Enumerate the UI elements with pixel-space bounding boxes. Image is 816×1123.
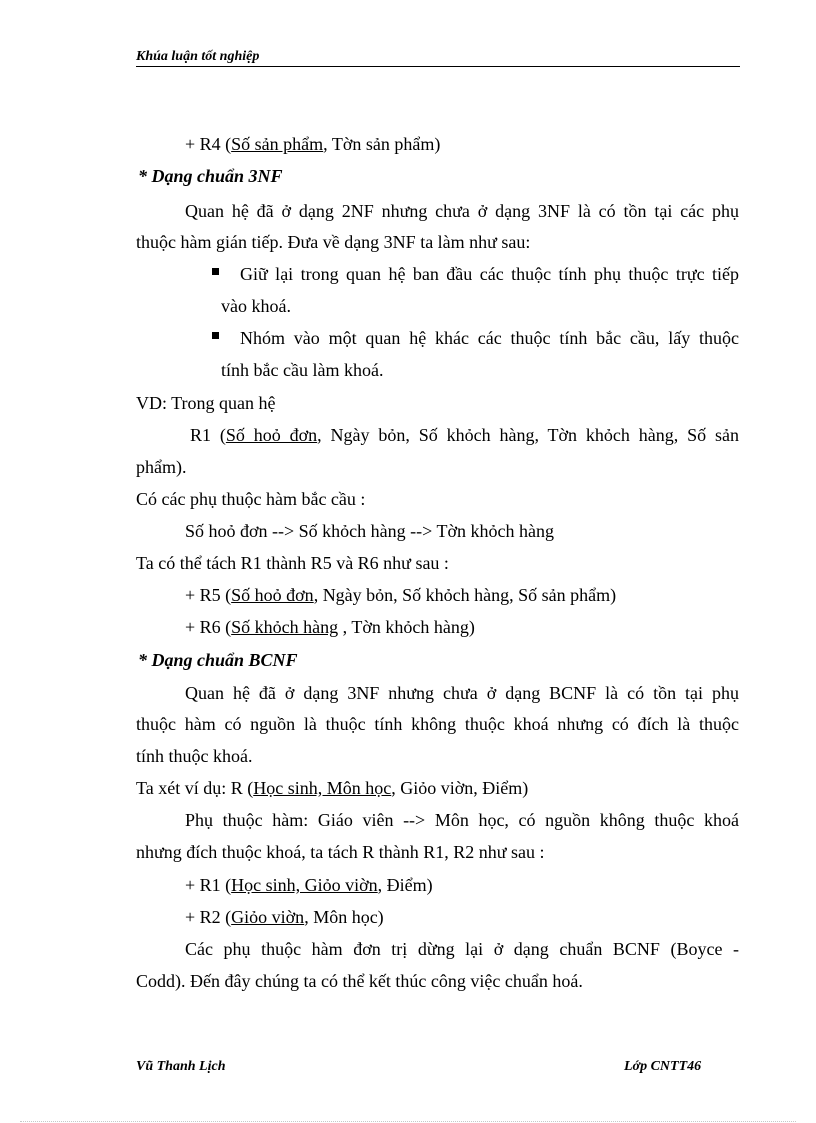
final-line-1: Các phụ thuộc hàm đơn trị dừng lại ở dạng chuẩn BCNF (Boyce - (185, 939, 739, 959)
r6-rest: , Tờn khỏch hàng) (338, 617, 475, 637)
r1-key: Số hoỏ đơn (225, 425, 318, 445)
bullet-1-line-2: vào khoá. (221, 296, 291, 316)
example-rest: , Giỏo viờn, Điểm) (391, 778, 529, 798)
paragraph-3nf-line-1: Quan hệ đã ở dạng 2NF nhưng chưa ở dạng 3NF là có tồn tại các phụ (185, 201, 739, 221)
relation-r1-bcnf (185, 874, 433, 896)
example-key: Học sinh, Môn học (253, 778, 392, 798)
r5-rest: , Ngày bỏn, Số khỏch hàng, Số sản phẩm) (313, 585, 617, 605)
paragraph-bcnf-line-3: tính thuộc khoá. (136, 746, 253, 766)
fd-line-2: nhưng đích thuộc khoá, ta tách R thành R1, R2 như sau : (136, 842, 545, 862)
r4-key: Số sản phẩm (231, 134, 324, 154)
r2-rest: , Môn học) (304, 907, 384, 927)
bullet-square-icon (212, 332, 219, 339)
page-header: Khúa luận tốt nghiệp (136, 49, 740, 67)
example-prefix: Ta xét ví dụ: R ( (136, 778, 254, 798)
r2-key: Giỏo viờn (231, 907, 305, 927)
fd-line-1: Phụ thuộc hàm: Giáo viên --> Môn học, có nguồn không thuộc khoá (185, 810, 739, 830)
bullet-1-line-1: Giữ lại trong quan hệ ban đầu các thuộc tính phụ thuộc trực tiếp (240, 264, 739, 284)
paragraph-3nf-line-2: thuộc hàm gián tiếp. Đưa về dạng 3NF ta làm như sau: (136, 232, 531, 252)
paragraph-bcnf-line-1: Quan hệ đã ở dạng 3NF nhưng chưa ở dạng BCNF là có tồn tại phụ (185, 683, 739, 703)
heading-bcnf: * Dạng chuẩn BCNF (138, 650, 298, 670)
footer-author: Vũ Thanh Lịch (136, 1059, 226, 1074)
example-intro: VD: Trong quan hệ (136, 393, 276, 413)
final-line-2: Codd). Đến đây chúng ta có thể kết thúc công việc chuẩn hoá. (136, 971, 583, 991)
r1b-key: Học sinh, Giỏo viờn (231, 875, 378, 895)
relation-r6 (185, 616, 475, 638)
transitive-intro: Có các phụ thuộc hàm bắc cầu : (136, 489, 366, 509)
r6-key: Số khỏch hàng (231, 617, 339, 637)
r1b-rest: , Điểm) (377, 875, 433, 895)
split-intro: Ta có thể tách R1 thành R5 và R6 như sau : (136, 553, 449, 573)
r5-key: Số hoỏ đơn (231, 585, 314, 605)
r4-prefix: + R4 ( (185, 134, 232, 154)
relation-r2 (185, 906, 384, 928)
footer-class: Lớp CNTT46 (624, 1059, 702, 1074)
r1b-prefix: + R1 ( (185, 875, 232, 895)
r5-prefix: + R5 ( (185, 585, 232, 605)
bullet-2-line-1: Nhóm vào một quan hệ khác các thuộc tính bắc cầu, lấy thuộc (240, 328, 739, 348)
bullet-2-line-2: tính bắc cầu làm khoá. (221, 360, 384, 380)
relation-r5 (185, 584, 616, 606)
relation-r4 (185, 133, 440, 155)
heading-3nf: * Dạng chuẩn 3NF (138, 166, 283, 186)
r6-prefix: + R6 ( (185, 617, 232, 637)
relation-r1-line-2: phẩm). (136, 457, 187, 477)
example-relation-r (136, 777, 528, 799)
page-bottom-divider (20, 1121, 796, 1122)
r4-rest: , Tờn sản phẩm) (323, 134, 441, 154)
relation-r1-line-1 (190, 424, 739, 446)
bullet-square-icon (212, 268, 219, 275)
transitive-chain: Số hoỏ đơn --> Số khỏch hàng --> Tờn khỏch hàng (185, 521, 554, 541)
r1-prefix: R1 ( (190, 425, 226, 445)
r2-prefix: + R2 ( (185, 907, 232, 927)
paragraph-bcnf-line-2: thuộc hàm có nguồn là thuộc tính không thuộc khoá nhưng có đích là thuộc (136, 714, 739, 734)
r1-rest: , Ngày bỏn, Số khỏch hàng, Tờn khỏch hàng, Số sản (317, 425, 740, 445)
